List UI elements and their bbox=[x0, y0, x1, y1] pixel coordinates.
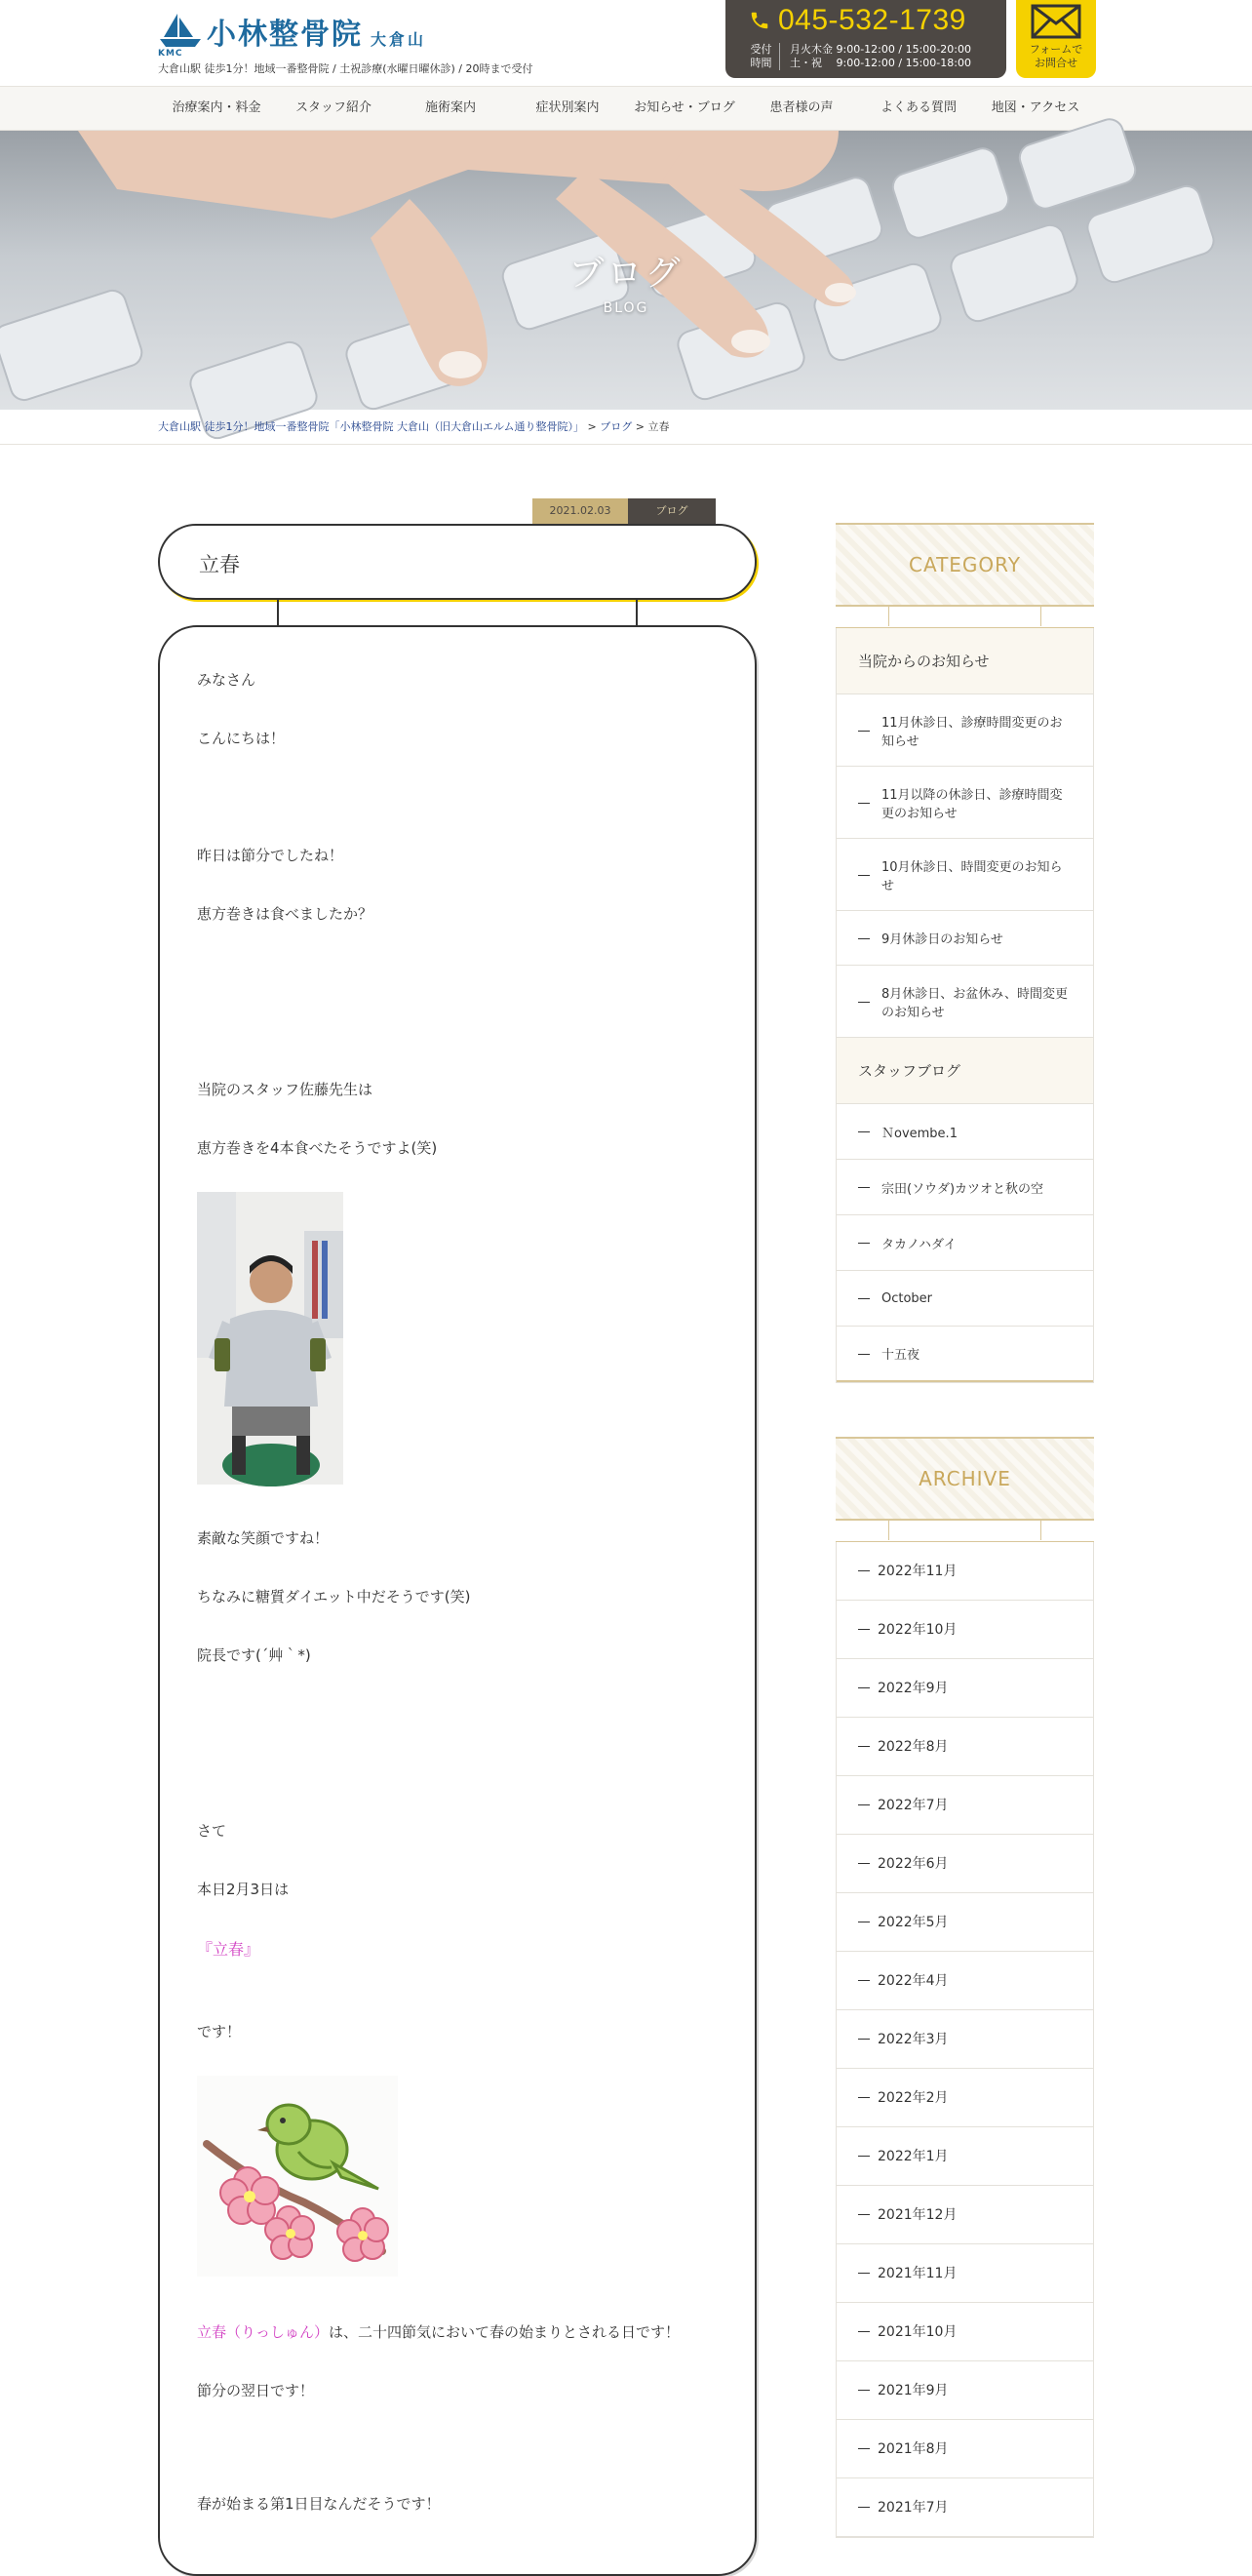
archive-link[interactable]: 2022年8月 bbox=[837, 1718, 1093, 1776]
archive-link[interactable]: 2022年10月 bbox=[837, 1601, 1093, 1659]
archive-link[interactable]: 2022年1月 bbox=[837, 2127, 1093, 2186]
logo-title: 小林整骨院 bbox=[207, 18, 363, 52]
category-post-link[interactable]: 11月休診日、診療時間変更のお知らせ bbox=[837, 694, 1093, 767]
post-paragraph: 恵方巻きは食べましたか？ bbox=[197, 905, 373, 923]
site-logo[interactable] bbox=[158, 12, 427, 59]
mail-label-1: フォームで bbox=[1029, 43, 1083, 56]
mail-icon bbox=[1031, 4, 1081, 39]
archive-link[interactable]: 2021年12月 bbox=[837, 2186, 1093, 2244]
hero-banner bbox=[0, 131, 1252, 410]
category-heading-deco bbox=[836, 607, 1094, 628]
logo-subtitle: 大倉山 bbox=[371, 30, 427, 49]
post-paragraph: 春が始まる第1日目なんだそうです！ bbox=[197, 2495, 441, 2513]
archive-link[interactable]: 2022年2月 bbox=[837, 2069, 1093, 2127]
category-heading: CATEGORY bbox=[836, 523, 1094, 607]
main-nav bbox=[0, 86, 1252, 131]
phone-number-text: 045-532-1739 bbox=[778, 4, 966, 36]
nav-item-voices[interactable]: 患者様の声 bbox=[769, 100, 834, 115]
hero-title: ブログ bbox=[568, 254, 684, 294]
post-paragraph-text: は、二十四節気において春の始まりとされる日です！ bbox=[329, 2323, 681, 2341]
nav-item-treatment[interactable]: 治療案内・料金 bbox=[172, 100, 261, 115]
post-paragraph bbox=[197, 2321, 680, 2342]
category-post-link[interactable]: 11月以降の休診日、診療時間変更のお知らせ bbox=[837, 767, 1093, 839]
post-paragraph: さて bbox=[197, 1822, 227, 1840]
post-date: 2021.02.03 bbox=[532, 498, 628, 524]
phone-number[interactable] bbox=[749, 4, 966, 37]
nav-item-staff[interactable]: スタッフ紹介 bbox=[294, 100, 372, 115]
nav-item-services[interactable]: 施術案内 bbox=[424, 100, 476, 115]
hours-label: 受付 時間 bbox=[749, 43, 780, 70]
archive-link[interactable]: 2022年3月 bbox=[837, 2010, 1093, 2069]
post-highlight: 立春（りっしゅん） bbox=[197, 2323, 330, 2341]
post-highlight: 『立春』 bbox=[197, 1940, 260, 1959]
phone-box[interactable] bbox=[725, 0, 1006, 78]
archive-link[interactable]: 2022年7月 bbox=[837, 1776, 1093, 1835]
nav-item-access[interactable]: 地図・アクセス bbox=[991, 100, 1080, 115]
contact-form-button[interactable] bbox=[1016, 0, 1096, 78]
breadcrumb-separator: > bbox=[584, 420, 601, 433]
hours-line-1: 月火木金 9:00-12:00 / 15:00-20:00 bbox=[790, 43, 971, 56]
breadcrumb bbox=[0, 410, 1252, 445]
archive-link[interactable]: 2021年9月 bbox=[837, 2361, 1093, 2420]
post-paragraph: 恵方巻きを4本食べたそうですよ(笑) bbox=[197, 1139, 438, 1157]
breadcrumb-home[interactable]: 大倉山駅 徒歩1分！地域一番整骨院「小林整骨院 大倉山（旧大倉山エルム通り整骨院）」 bbox=[158, 420, 585, 433]
divider bbox=[277, 625, 638, 626]
nav-item-blog[interactable]: お知らせ・ブログ bbox=[634, 100, 735, 115]
post-title: 立春 bbox=[199, 553, 240, 576]
post-paragraph: です！ bbox=[197, 2023, 242, 2041]
phone-icon bbox=[749, 9, 770, 32]
title-connector bbox=[636, 599, 638, 626]
post-paragraph: 本日2月3日は bbox=[197, 1881, 290, 1898]
nav-item-symptoms[interactable]: 症状別案内 bbox=[535, 100, 600, 115]
post-paragraph: 素敵な笑顔ですね！ bbox=[197, 1529, 330, 1547]
breadcrumb-separator: > bbox=[632, 420, 648, 433]
category-post-link[interactable]: Ｎovembe.1 bbox=[837, 1104, 1093, 1160]
archive-link[interactable]: 2022年5月 bbox=[837, 1893, 1093, 1952]
category-post-link[interactable]: October bbox=[837, 1271, 1093, 1327]
staff-photo bbox=[197, 1192, 343, 1485]
post-paragraph: こんにちは！ bbox=[197, 730, 286, 747]
office-hours bbox=[749, 43, 971, 70]
site-tagline: 大倉山駅 徒歩1分！地域一番整骨院 / 土祝診療(水曜日曜休診) / 20時まで受付 bbox=[158, 62, 533, 75]
post-paragraph: 節分の翌日です！ bbox=[197, 2382, 315, 2399]
archive-link[interactable]: 2021年7月 bbox=[837, 2478, 1093, 2537]
post-paragraph: 当院のスタッフ佐藤先生は bbox=[197, 1081, 373, 1098]
site-header bbox=[0, 0, 1252, 86]
ship-logo-icon bbox=[158, 12, 203, 59]
category-group-staff-blog[interactable]: スタッフブログ bbox=[837, 1038, 1093, 1104]
nav-item-faq[interactable]: よくある質問 bbox=[880, 100, 957, 115]
post-title-box bbox=[158, 524, 757, 600]
uguisu-bird-illustration bbox=[197, 2076, 398, 2277]
breadcrumb-current: 立春 bbox=[647, 420, 670, 433]
archive-link[interactable]: 2022年6月 bbox=[837, 1835, 1093, 1893]
category-post-link[interactable]: 宗田(ソウダ)カツオと秋の空 bbox=[837, 1160, 1093, 1215]
archive-link[interactable]: 2021年10月 bbox=[837, 2303, 1093, 2361]
category-post-link[interactable]: タカノハダイ bbox=[837, 1215, 1093, 1271]
category-post-link[interactable]: 十五夜 bbox=[837, 1327, 1093, 1382]
breadcrumb-blog[interactable]: ブログ bbox=[600, 420, 633, 433]
archive-heading: ARCHIVE bbox=[836, 1437, 1094, 1521]
archive-link[interactable]: 2022年9月 bbox=[837, 1659, 1093, 1718]
category-list bbox=[836, 628, 1094, 1383]
archive-link[interactable]: 2022年4月 bbox=[837, 1952, 1093, 2010]
post-paragraph: みなさん bbox=[197, 671, 256, 689]
archive-list bbox=[836, 1542, 1094, 2538]
mail-label-2: お問合せ bbox=[1035, 57, 1077, 69]
hero-subtitle: BLOG bbox=[603, 300, 649, 316]
category-group-news[interactable]: 当院からのお知らせ bbox=[837, 628, 1093, 694]
post-paragraph: 院長です(´艸｀*) bbox=[197, 1646, 311, 1664]
archive-link[interactable]: 2021年11月 bbox=[837, 2244, 1093, 2303]
category-post-link[interactable]: 9月休診日のお知らせ bbox=[837, 911, 1093, 966]
title-connector bbox=[277, 599, 279, 626]
category-post-link[interactable]: 8月休診日、お盆休み、時間変更のお知らせ bbox=[837, 966, 1093, 1038]
hours-line-2: 土・祝 9:00-12:00 / 15:00-18:00 bbox=[790, 57, 971, 69]
post-category[interactable]: ブログ bbox=[628, 498, 716, 524]
post-paragraph: 昨日は節分でしたね！ bbox=[197, 847, 344, 864]
archive-link[interactable]: 2021年8月 bbox=[837, 2420, 1093, 2478]
archive-heading-deco bbox=[836, 1521, 1094, 1542]
logo-kmc-text: KMC bbox=[158, 49, 183, 59]
category-post-link[interactable]: 10月休診日、時間変更のお知らせ bbox=[837, 839, 1093, 911]
post-paragraph: ちなみに糖質ダイエット中だそうです(笑) bbox=[197, 1588, 471, 1605]
archive-link[interactable]: 2022年11月 bbox=[837, 1542, 1093, 1601]
